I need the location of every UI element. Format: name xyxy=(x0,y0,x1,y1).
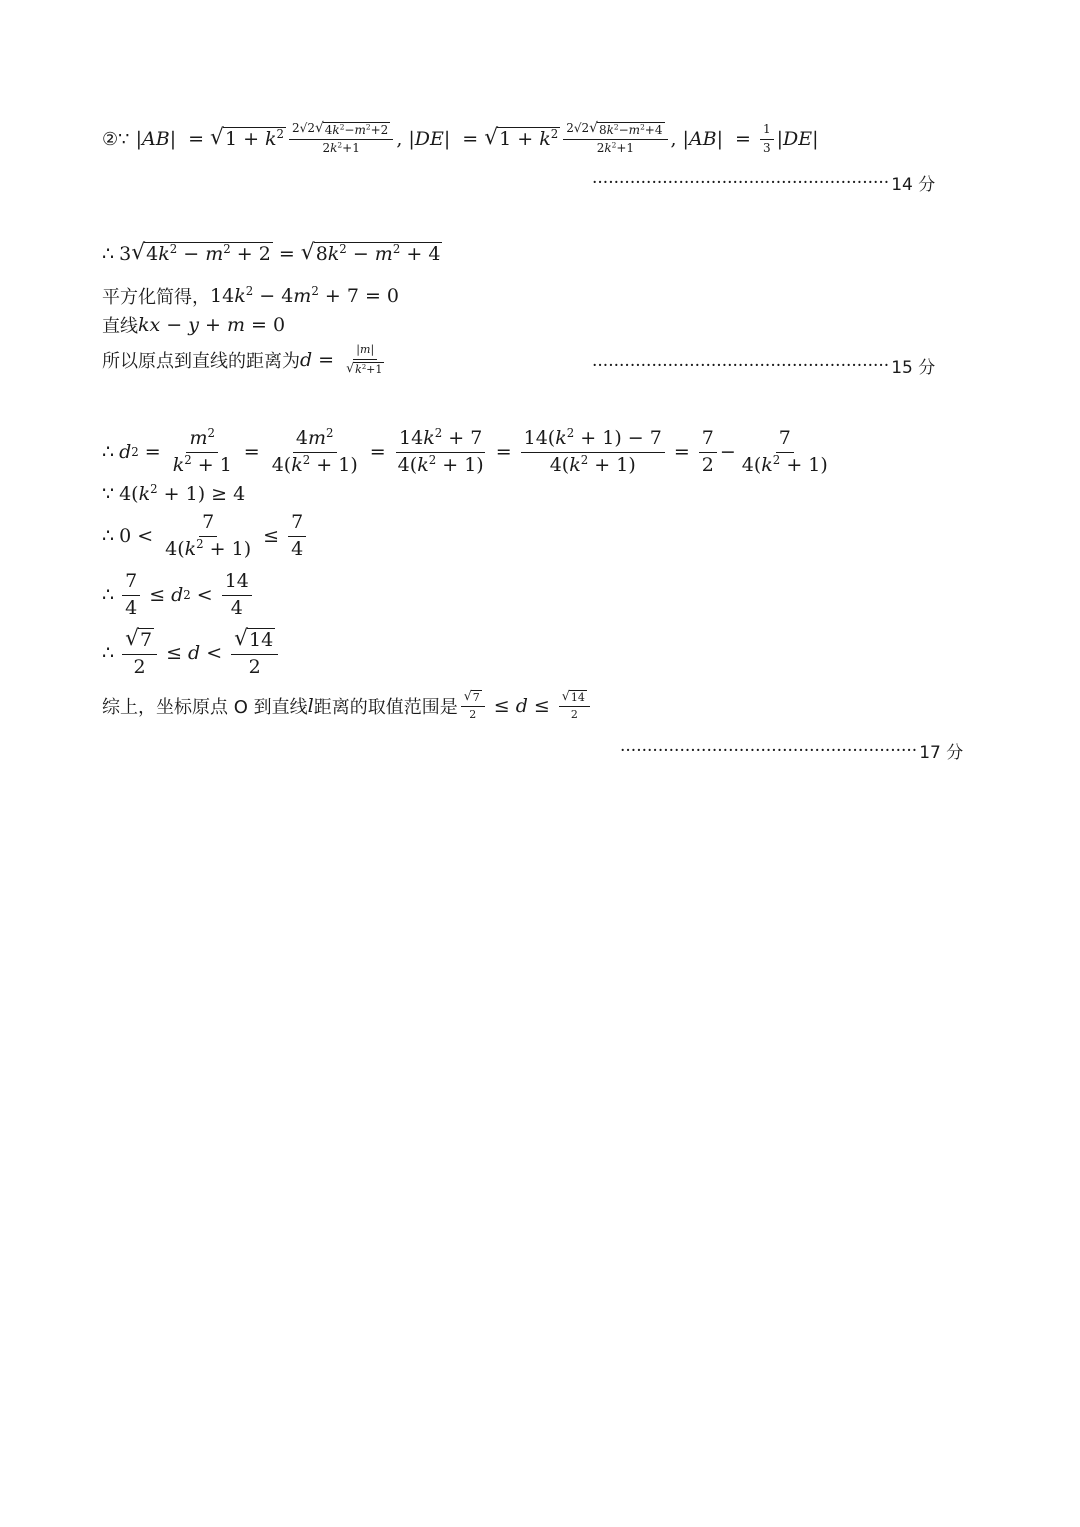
bound-fraction: ∴ 0 < $\frac{7}{4(k^2 + 1)}$ ≤ $\frac{7}{4}$ xyxy=(102,512,309,561)
dot-leader: ······················································· xyxy=(592,172,890,193)
dot-leader: ······················································· xyxy=(592,355,890,376)
score-label: 17 分 xyxy=(919,743,964,763)
bound-d-squared: ∴ $\frac{7}{4}$ ≤ d 2 < $\frac{14}{4}$ xyxy=(102,571,255,620)
simplify-line: 平方化简得， $14k^2 - 4m^2 + 7 = 0$ xyxy=(102,283,400,308)
score-14 xyxy=(592,170,935,195)
simplify-text: 平方化简得， xyxy=(102,287,210,308)
line-equation: 直线 kx − y + m = 0 xyxy=(102,314,286,337)
therefore-symbol: ∴ xyxy=(102,242,115,265)
conclusion-text-after: 距离的取值范围是 xyxy=(313,696,458,718)
dot-leader: ······················································· xyxy=(620,740,918,761)
distance-line: 所以原点到直线的距离为 d = |m| √ $k^2+1$ xyxy=(102,343,383,376)
distance-text: 所以原点到直线的距离为 xyxy=(102,350,300,372)
score-15 xyxy=(592,353,935,378)
score-label: 14 分 xyxy=(891,175,936,195)
formula-sqrt-equation: ∴ 3 √ $4k^2 - m^2 + 2$ = √ $8k^2 - m^2 + 4$ xyxy=(102,240,441,265)
line-text: 直线 xyxy=(102,316,138,337)
bound-d: ∴ √ 7 2 ≤ d < √ 14 2 xyxy=(102,628,281,679)
circled-two-because: ②∵ xyxy=(102,128,130,150)
score-label: 15 分 xyxy=(891,358,936,378)
conclusion-text: 综上，坐标原点 O 到直线 xyxy=(102,696,308,718)
conclusion-line: 综上，坐标原点 O 到直线 l 距离的取值范围是 √ 7 2 ≤ d ≤ √ 14 2 xyxy=(102,690,593,722)
because-inequality: ∵ $4(k^2 + 1) \ge 4$ xyxy=(102,481,246,505)
formula-ab-de: ②∵ |AB| = √ $1 + k^2$ 2√2 √ $4k^2-m^2+2$ $2k^2+1$ , |DE| = √ $1 + k^2$ 2√2 √ $8k^2-m^2+4$ $2k^2+1$ , |AB| = $\frac{1}{3}$ |DE| xyxy=(102,120,819,156)
formula-d-squared: ∴ d 2 = $\frac{m^2}{k^2 + 1}$ = $\frac{4m^2}{4(k^2 + 1)}$ = $\frac{14k^2 + 7}{4(k^2 + 1)}$ = $\frac{14(k^2 + 1) - 7}{4(k^2 + 1)}$ = $\frac{7}{2}$ − $\frac{7}{4(k^2 + 1)}$ xyxy=(102,425,828,476)
score-17 xyxy=(620,738,963,763)
